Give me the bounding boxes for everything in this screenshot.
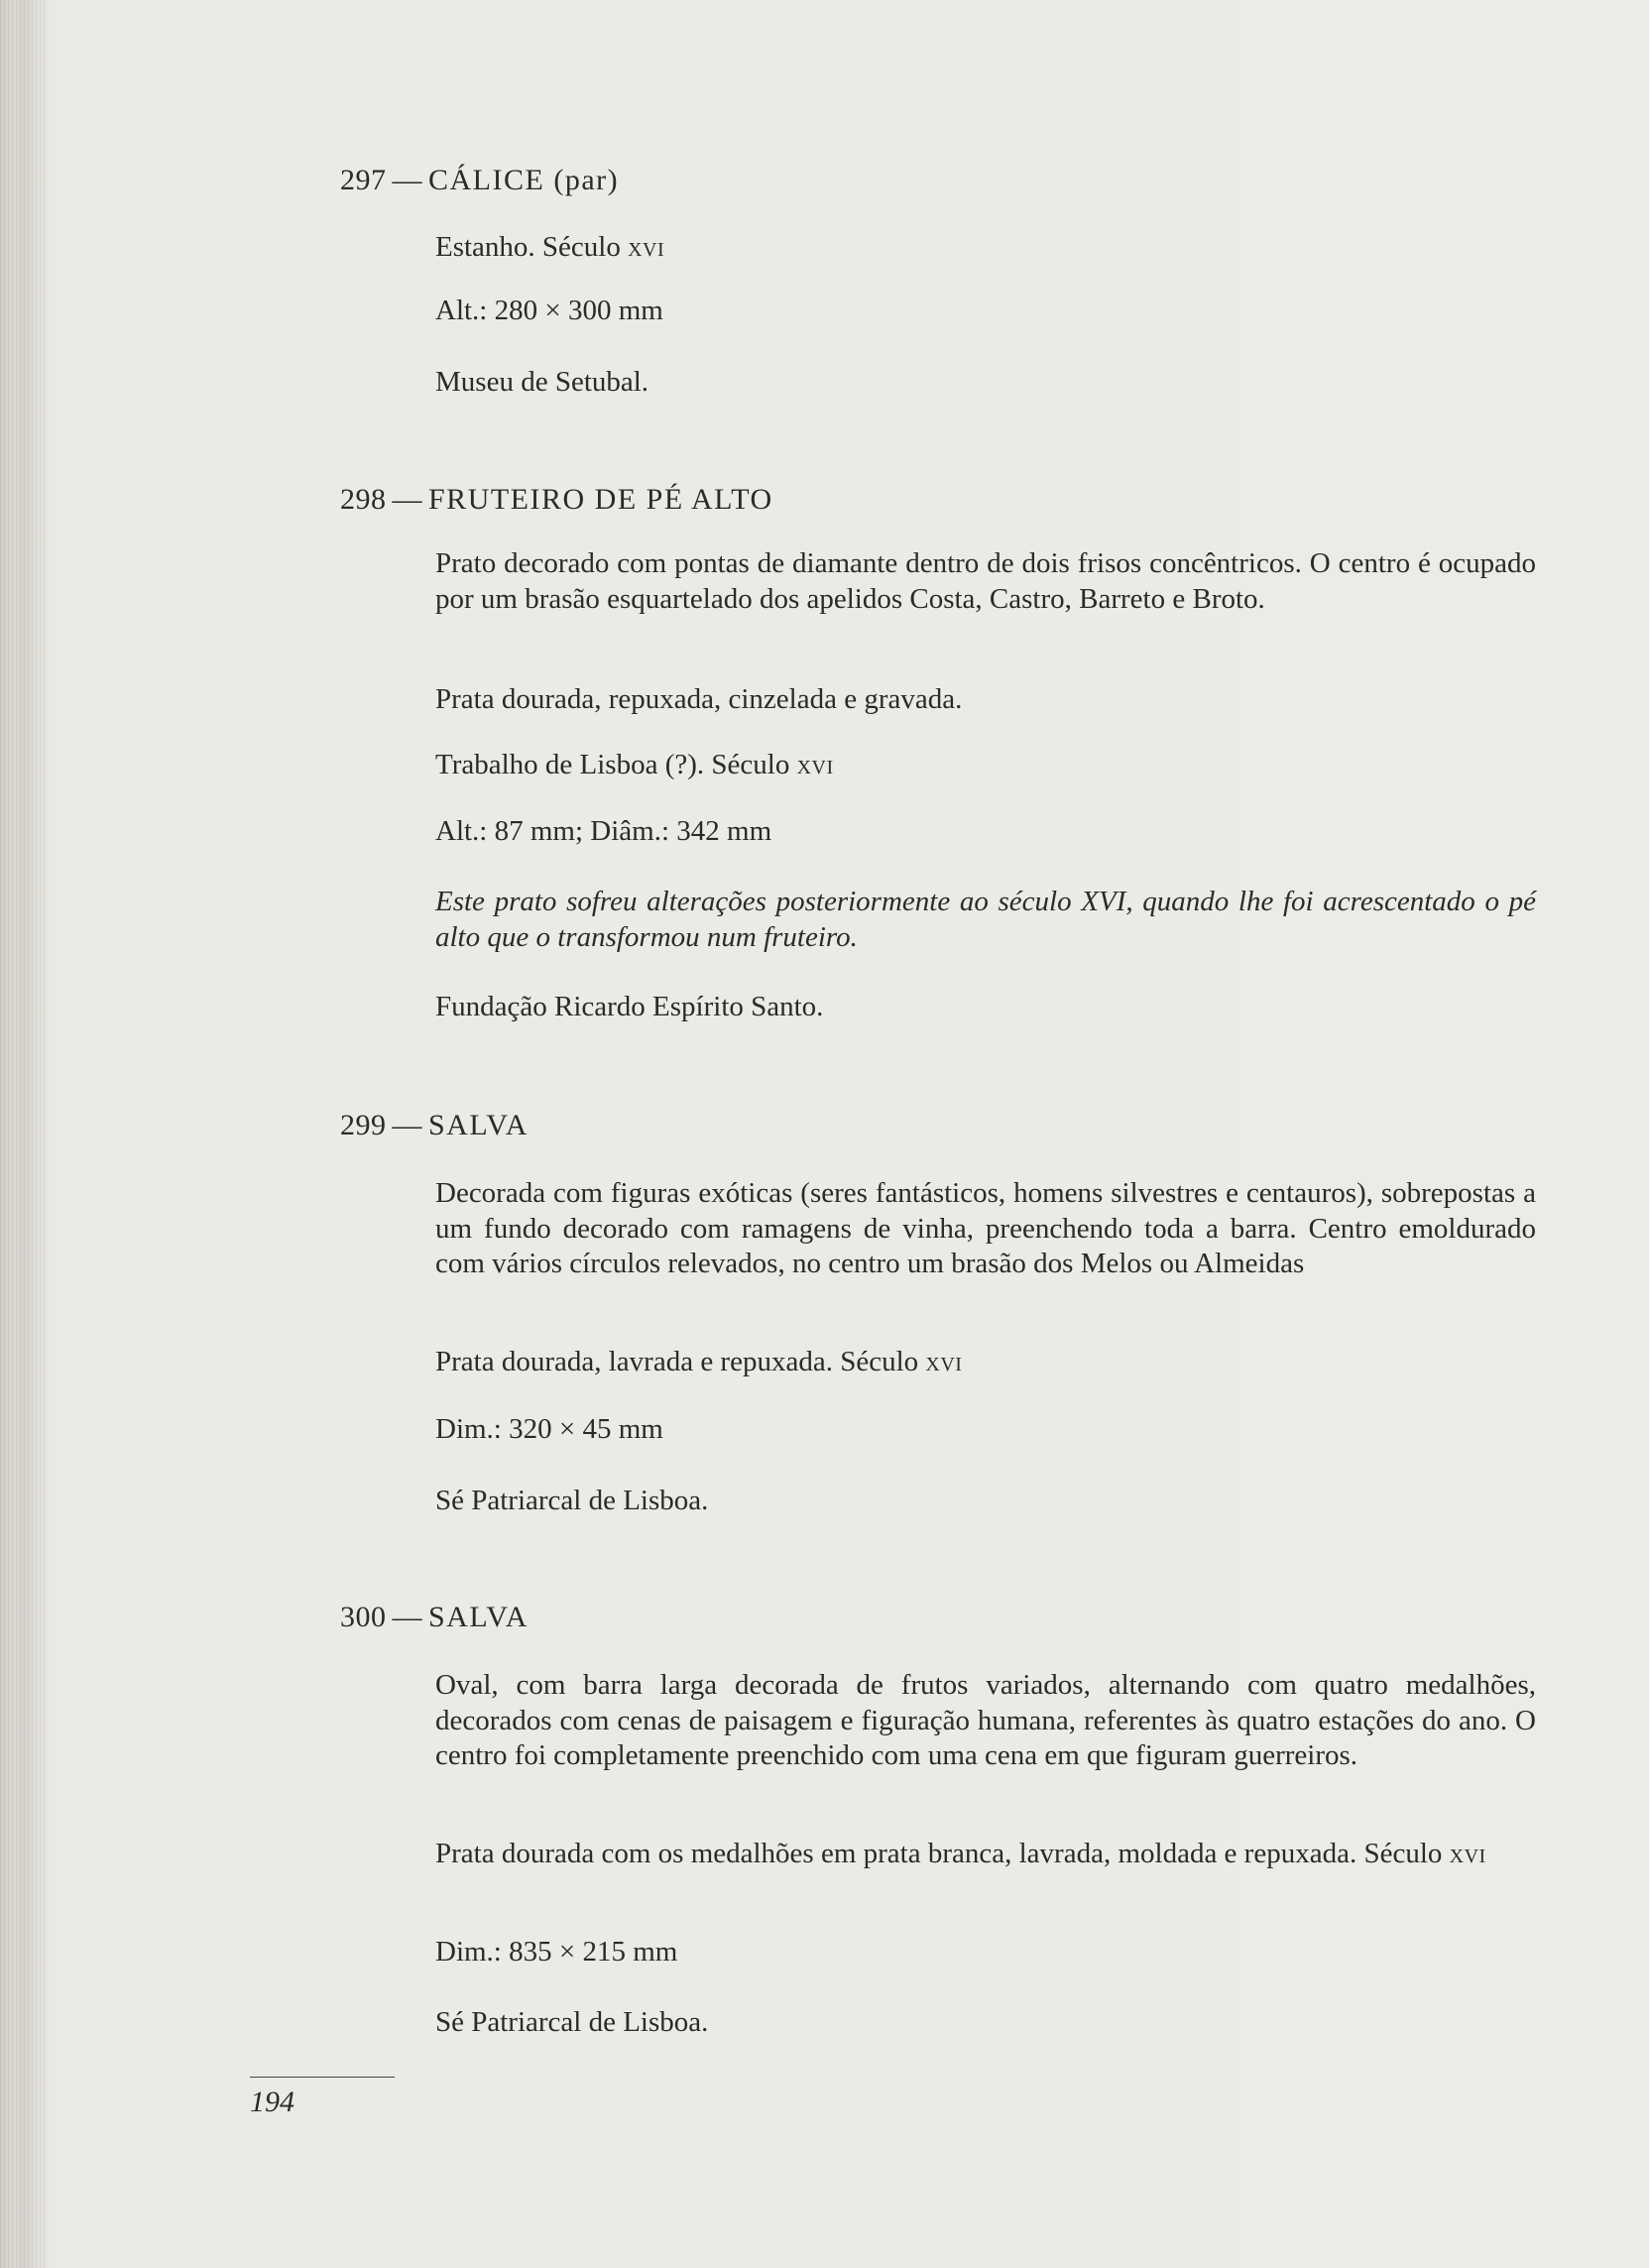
entry-297-dimensions: Alt.: 280 × 300 mm	[435, 295, 663, 326]
entry-dash: —	[392, 1109, 422, 1141]
century-text: xvi	[628, 231, 665, 263]
entry-300-heading	[340, 1601, 529, 1634]
entry-298-note: Este prato sofreu alterações posteriormente ao século XVI, quando lhe foi acrescentado o pé alto que o transformou num fruteiro.	[435, 886, 1536, 953]
century-text: xvi	[925, 1346, 963, 1377]
entry-298-dimensions: Alt.: 87 mm; Diâm.: 342 mm	[435, 815, 772, 847]
entry-299-material	[435, 1346, 962, 1378]
entry-dash: —	[392, 164, 422, 196]
entry-title: CÁLICE (par)	[428, 164, 620, 196]
entry-298-description: Prato decorado com pontas de diamante dentro de dois frisos concêntricos. O centro é ocupado por um brasão esquartelado dos apelidos Costa, Castro, Barreto e Broto.	[435, 547, 1536, 615]
entry-number: 297	[340, 164, 387, 196]
entry-300-material	[435, 1837, 1536, 1872]
material-text: Prata dourada, lavrada e repuxada. Século	[435, 1346, 919, 1377]
entry-300-description: Oval, com barra larga decorada de frutos variados, alternando com quatro medalhões, decorados com cenas de paisagem e figuração humana, referentes às quatro estações do ano. O centro foi completamente preenchido com uma cena em que figuram guerreiros.	[435, 1669, 1536, 1771]
entry-297-heading	[340, 164, 619, 197]
page-number: 194	[250, 2086, 294, 2118]
entry-299-heading	[340, 1109, 529, 1142]
material-text: Estanho. Século	[435, 231, 621, 263]
origin-text: Trabalho de Lisboa (?). Século	[435, 749, 790, 780]
entry-dash: —	[392, 1601, 422, 1633]
entry-298-heading	[340, 483, 773, 517]
entry-title: SALVA	[428, 1601, 529, 1633]
entry-title: SALVA	[428, 1109, 529, 1141]
entry-number: 300	[340, 1601, 387, 1633]
footer-rule	[250, 2077, 395, 2078]
entry-dash: —	[392, 483, 422, 516]
material-text: Prata dourada com os medalhões em prata branca, lavrada, moldada e repuxada. Século	[435, 1838, 1443, 1869]
entry-298-location: Fundação Ricardo Espírito Santo.	[435, 991, 824, 1022]
entry-297-material	[435, 231, 664, 264]
entry-299-description: Decorada com figuras exóticas (seres fantásticos, homens silvestres e centauros), sobrepostas a um fundo decorado com ramagens de vinha, preenchendo toda a barra. Centro emoldurado com vários círculos relevados, no centro um brasão dos Melos ou Almeidas	[435, 1177, 1536, 1279]
entry-299-location: Sé Patriarcal de Lisboa.	[435, 1485, 709, 1516]
entry-298-material: Prata dourada, repuxada, cinzelada e gravada.	[435, 683, 963, 715]
entry-300-location: Sé Patriarcal de Lisboa.	[435, 2006, 709, 2038]
entry-number: 299	[340, 1109, 387, 1141]
century-text: xvi	[796, 749, 834, 780]
century-text: xvi	[1449, 1838, 1486, 1869]
entry-300-dimensions: Dim.: 835 × 215 mm	[435, 1936, 678, 1968]
entry-299-dimensions: Dim.: 320 × 45 mm	[435, 1413, 663, 1445]
entry-title: FRUTEIRO DE PÉ ALTO	[428, 483, 773, 516]
entry-298-origin	[435, 749, 834, 781]
entry-297-location: Museu de Setubal.	[435, 366, 649, 398]
entry-number: 298	[340, 483, 387, 516]
